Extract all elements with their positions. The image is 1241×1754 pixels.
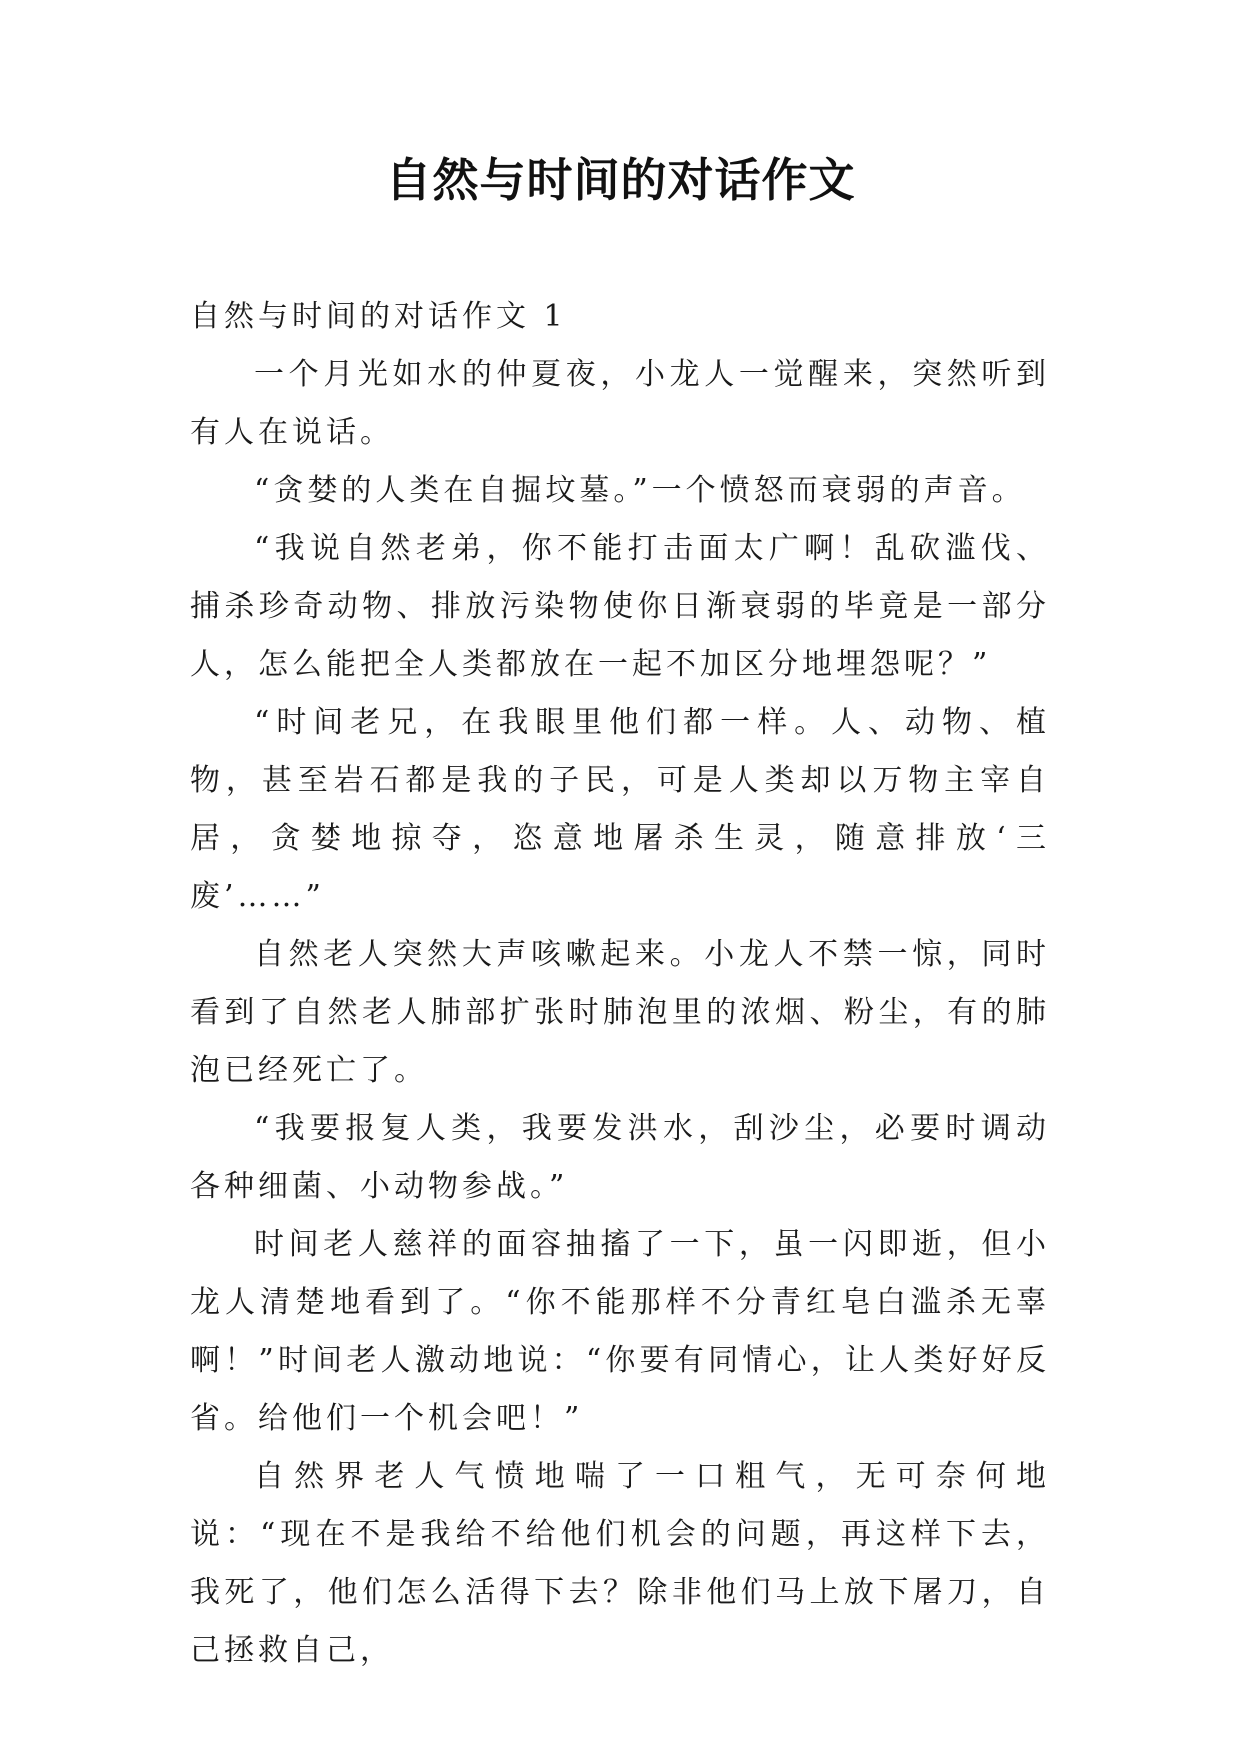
essay-subheading: 自然与时间的对话作文 1 — [190, 299, 567, 334]
paragraph-2: “贪婪的人类在自掘坟墓。”一个愤怒而衰弱的声音。 — [254, 473, 1026, 508]
paragraph-8: 自然界老人气愤地喘了一口粗气，无可奈何地说：“现在不是我给不给他们机会的问题，再这样下去，我死了，他们怎么活得下去？除非他们马上放下屠刀，自己拯救自己， — [190, 1459, 1050, 1668]
document-body — [190, 288, 1050, 1680]
paragraph-4: “时间老兄，在我眼里他们都一样。人、动物、植物，甚至岩石都是我的子民，可是人类却以万物主宰自居，贪婪地掠夺，恣意地屠杀生灵，随意排放‘三废’……” — [190, 705, 1050, 914]
paragraph-1: 一个月光如水的仲夏夜，小龙人一觉醒来，突然听到有人在说话。 — [190, 357, 1050, 450]
paragraph-6: “我要报复人类，我要发洪水，刮沙尘，必要时调动各种细菌、小动物参战。” — [190, 1111, 1050, 1204]
paragraph-7: 时间老人慈祥的面容抽搐了一下，虽一闪即逝，但小龙人清楚地看到了。“你不能那样不分青红皂白滥杀无辜啊！”时间老人激动地说：“你要有同情心，让人类好好反省。给他们一个机会吧！” — [190, 1227, 1050, 1436]
paragraph-3: “我说自然老弟，你不能打击面太广啊！乱砍滥伐、捕杀珍奇动物、排放污染物使你日渐衰弱的毕竟是一部分人，怎么能把全人类都放在一起不加区分地埋怨呢？” — [190, 531, 1050, 682]
paragraph-5: 自然老人突然大声咳嗽起来。小龙人不禁一惊，同时看到了自然老人肺部扩张时肺泡里的浓烟、粉尘，有的肺泡已经死亡了。 — [190, 937, 1050, 1088]
document-title: 自然与时间的对话作文 — [385, 153, 856, 207]
